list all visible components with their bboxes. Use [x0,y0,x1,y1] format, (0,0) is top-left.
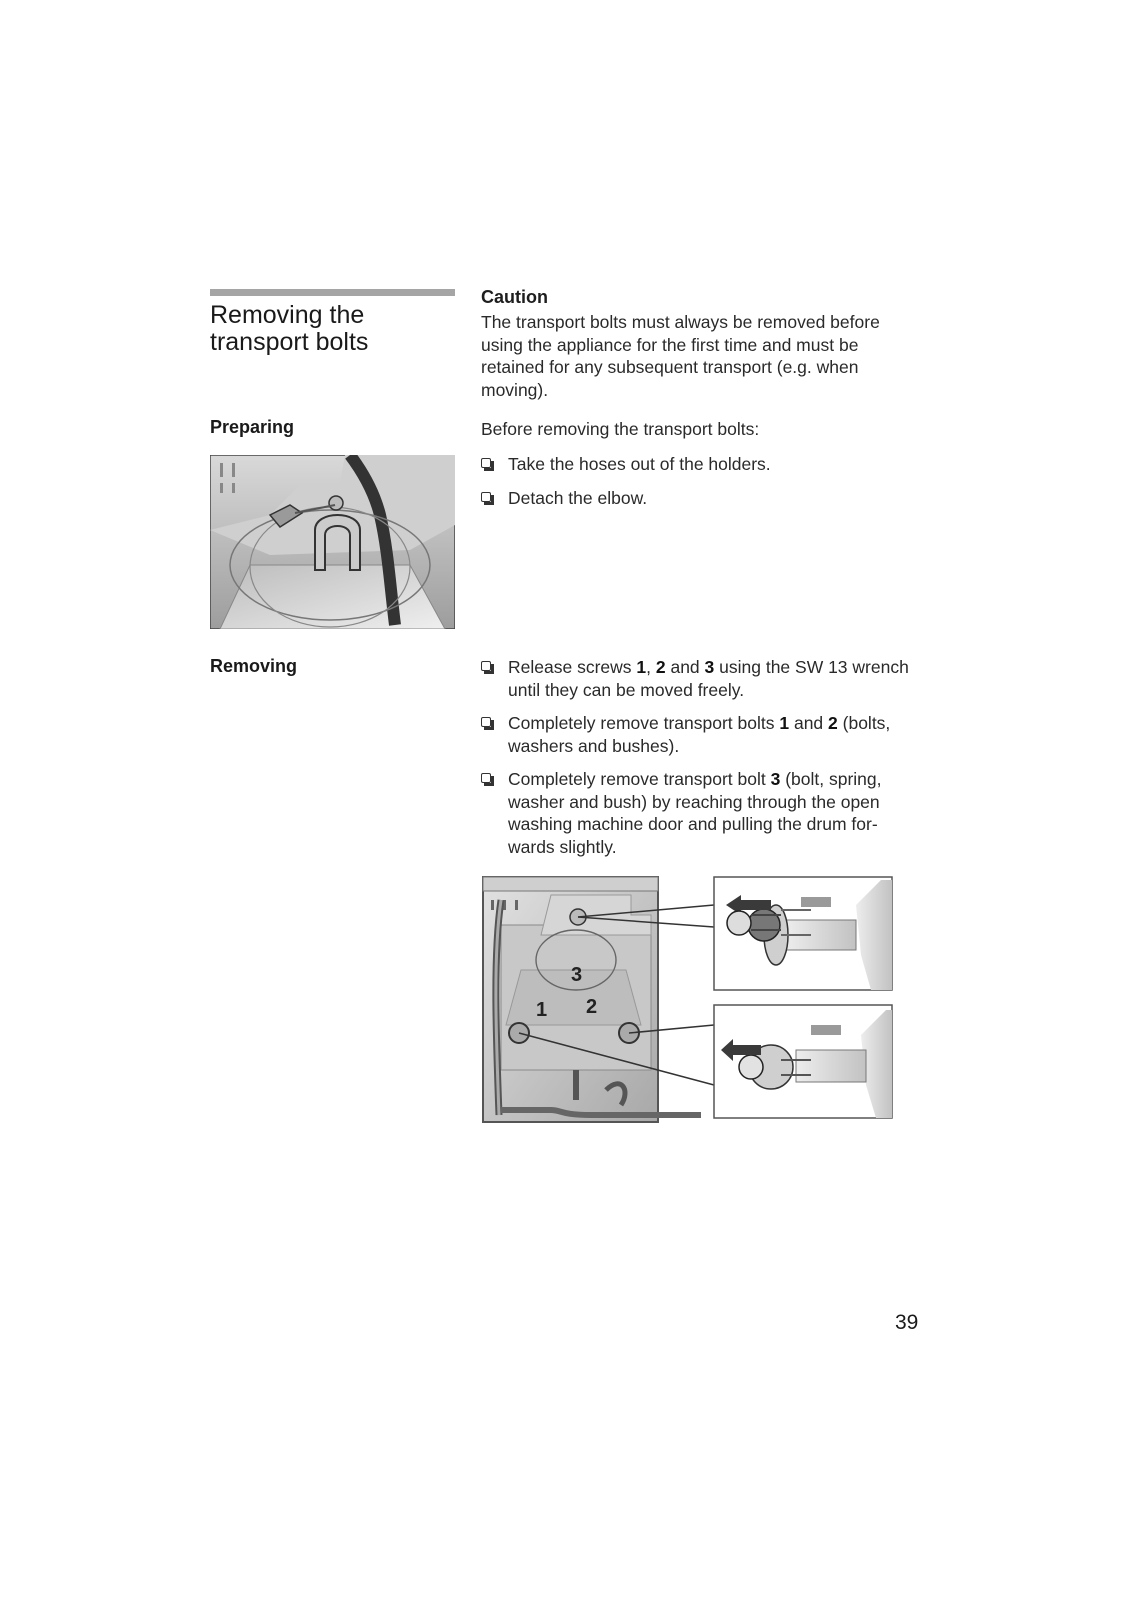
checkbox-bullet-icon [481,773,491,783]
text: , [646,657,656,677]
list-item [481,768,921,858]
checkbox-bullet-icon [481,717,491,727]
preparing-lead: Before removing the transport bolts: [481,419,760,439]
section-rule [210,289,455,296]
caution-text: The transport bolts must always be removed before using the appliance for the first time and must be retained for any subsequent transport (e.g. when moving). [481,312,880,400]
bolt-number: 3 [704,657,715,677]
preparing-steps [481,453,921,520]
bolt-1-label: 1 [536,999,548,1021]
title-line-1: Removing the [210,301,365,329]
text: (bolt, spring, washer and bush) by reaching through the open washing machine door and pulling the drum for-wards slightly. [508,769,882,857]
bolt-number: 2 [655,657,666,677]
text: and [789,713,829,733]
preparing-label: Preparing [210,417,295,437]
removing-steps [481,656,921,869]
text: Completely remove transport bolt [508,769,771,789]
checkbox-bullet-icon [481,458,491,468]
removing-label: Removing [210,656,298,676]
caution-heading: Caution [481,287,548,307]
page-number: 39 [895,1311,919,1334]
transport-bolts-illustration [481,875,896,1130]
list-item [481,487,921,510]
text: Completely remove transport bolts [508,713,780,733]
text: Release screws [508,657,637,677]
list-item [481,712,921,757]
text: (bolts, washers and bushes). [508,713,891,756]
title-line-2: transport bolts [210,328,369,356]
checkbox-bullet-icon [481,661,491,671]
list-item [481,453,921,476]
bolt-2-label: 2 [586,996,598,1018]
bolt-number: 1 [779,713,790,733]
bolt-number: 2 [828,713,838,733]
bolt-3-label: 3 [571,964,583,986]
bolt-number: 1 [636,657,647,677]
text: using the SW 13 wrench until they can be moved freely. [508,657,909,700]
hose-holder-illustration [210,455,455,629]
text: and [665,657,705,677]
list-item [481,656,921,701]
section-title [210,302,460,356]
checkbox-bullet-icon [481,492,491,502]
step-text: Detach the elbow. [508,487,648,508]
step-text: Take the hoses out of the holders. [508,454,771,474]
bolt-number: 3 [770,769,781,789]
